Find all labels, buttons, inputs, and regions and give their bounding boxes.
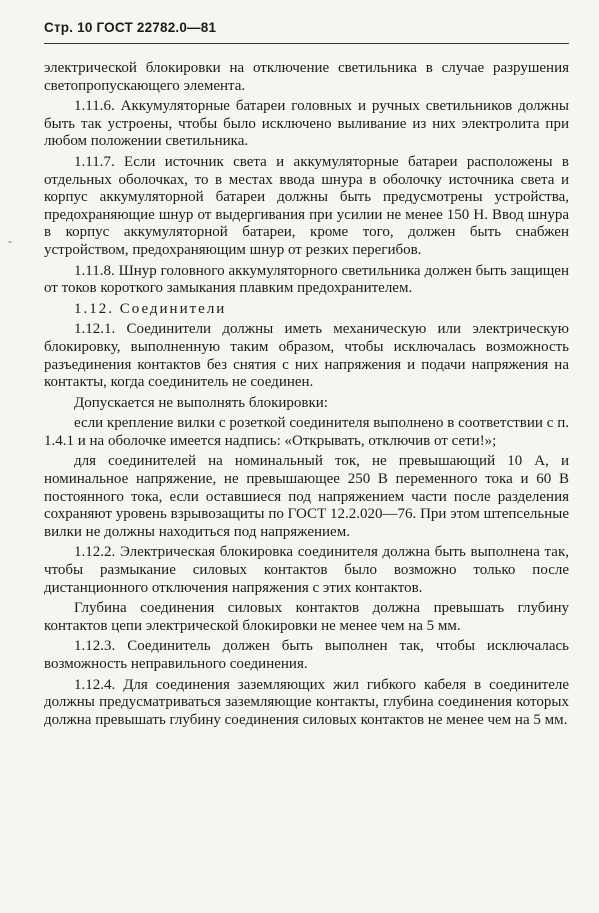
header-divider <box>44 43 569 44</box>
section-heading-1-12: 1.12. Соединители <box>74 300 227 317</box>
paragraph-1-12-2: 1.12.2. Электрическая блокировка соединителя должна быть выполнена так, чтобы размыкание силовых контактов было возможно только после дистанционного отключения напряжения с этих контактов. <box>44 544 569 596</box>
paragraph-exception-1: если крепление вилки с розеткой соединителя выполнено в соответствии с п. 1.4.1 и на оболочке имеется надпись: «Открывать, отключив от сети!»; <box>44 415 569 449</box>
paragraph-1-11-8: 1.11.8. Шнур головного аккумуляторного светильника должен быть защищен от токов короткого замыкания плавким предохранителем. <box>44 262 569 297</box>
paragraph-1-12-1: 1.12.1. Соединители должны иметь механическую или электрическую блокировку, выполненную таким образом, чтобы исключалась возможность разъединения контактов без снятия с них напряжения и подачи напряжения на контакты, когда соединитель не соединен. <box>44 321 569 391</box>
margin-mark: - <box>8 234 12 248</box>
paragraph-exception-2: для соединителей на номинальный ток, не превышающий 10 А, и номинальное напряжение, не превышающее 250 В переменного тока и 60 В постоянного тока, если оставшиеся под напряжением части после разделения сохраняют уровень взрывозащиты по ГОСТ 12.2.020—76. При этом штепсельные вилки не должны находиться под напряжением. <box>44 453 569 540</box>
paragraph-1-12-3: 1.12.3. Соединитель должен быть выполнен так, чтобы исключалась возможность неправильного соединения. <box>44 638 569 672</box>
paragraph-1-12-4: 1.12.4. Для соединения заземляющих жил гибкого кабеля в соединителе должны предусматриваться заземляющие контакты, глубина соединения которых должна превышать глубину соединения силовых контактов не менее чем на 5 мм. <box>44 676 569 728</box>
paragraph-continuation: электрической блокировки на отключение светильника в случае разрушения светопропускающего элемента. <box>44 60 569 94</box>
page-header: Стр. 10 ГОСТ 22782.0—81 <box>44 20 217 35</box>
paragraph-contact-depth: Глубина соединения силовых контактов должна превышать глубину контактов цепи электрической блокировки не менее чем на 5 мм. <box>44 600 569 634</box>
document-body <box>44 60 569 732</box>
paragraph-1-11-7: 1.11.7. Если источник света и аккумуляторные батареи расположены в отдельных оболочках, то в местах ввода шнура в оболочку источника света и корпус аккумуляторной батареи должны быть предусмотрены устройства, предохраняющие шнур от выдергивания при усилии не менее 150 Н. Ввод шнура в корпус аккумуляторной батареи, кроме того, должен быть снабжен устройством, предохраняющим шнур от резких перегибов. <box>44 153 569 258</box>
paragraph-exceptions-intro: Допускается не выполнять блокировки: <box>74 394 328 411</box>
paragraph-1-11-6: 1.11.6. Аккумуляторные батареи головных и ручных светильников должны быть так устроены, чтобы было исключено выливание из них электролита при любом положении светильника. <box>44 98 569 150</box>
